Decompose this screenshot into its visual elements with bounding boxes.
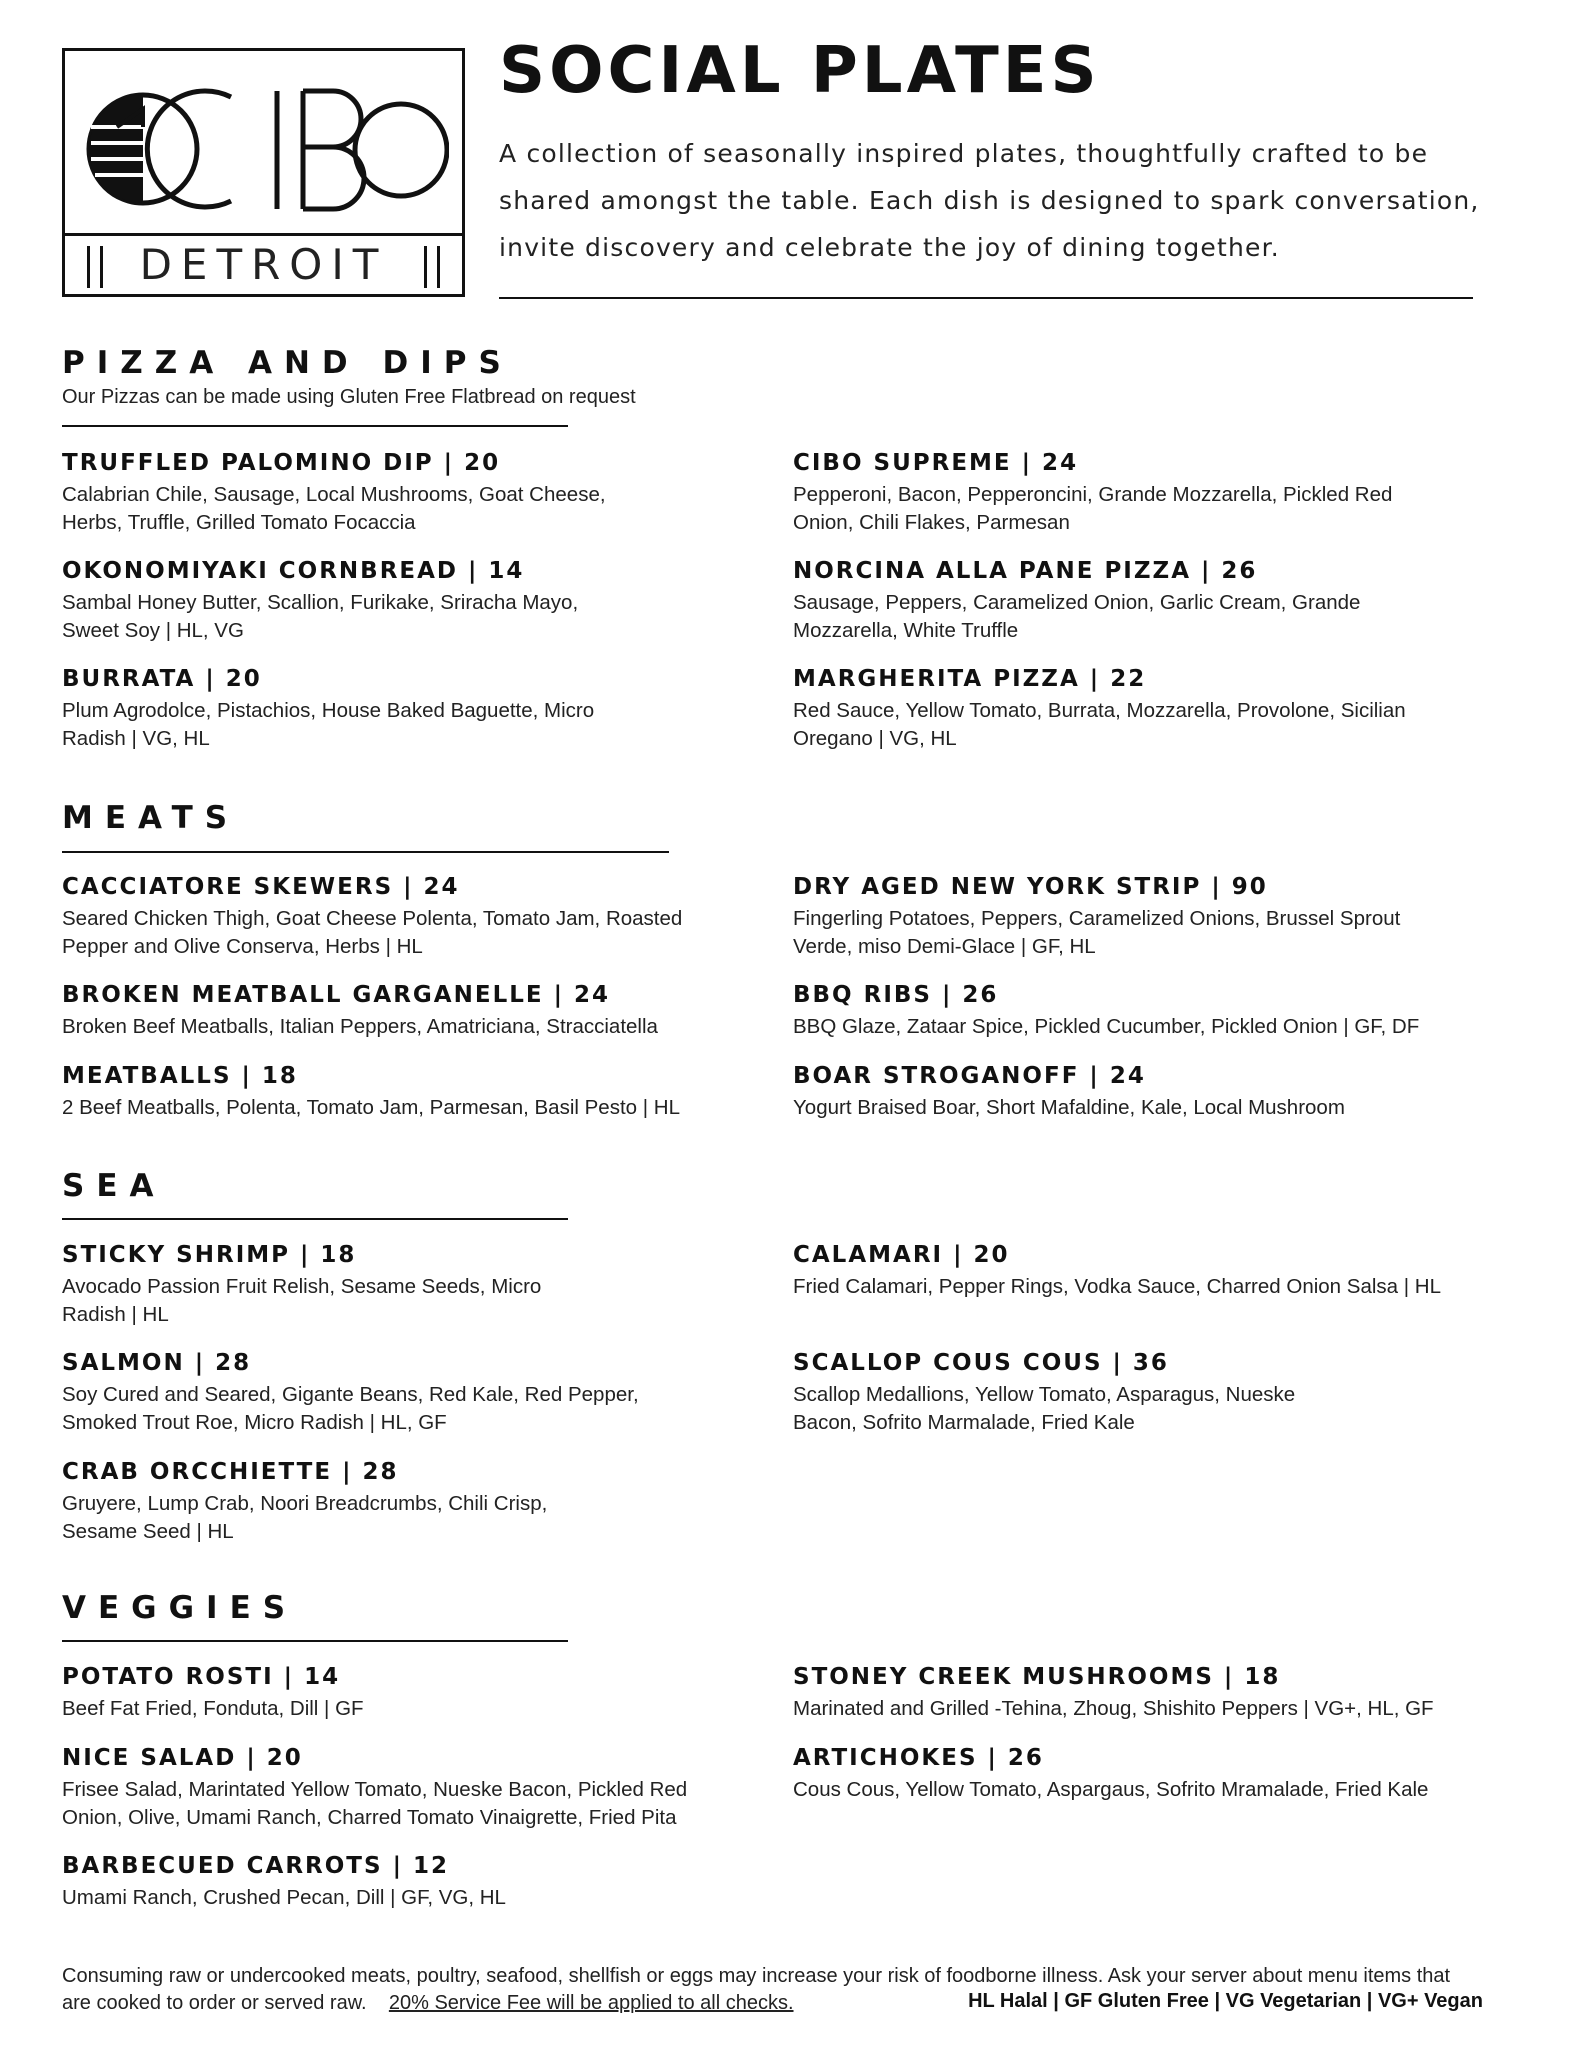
item-description: Broken Beef Meatballs, Italian Peppers, Amatriciana, Stracciatella [62,1015,658,1038]
item-description: Fingerling Potatoes, Peppers, Caramelized Onions, Brussel Sprout Verde, miso Demi-Glace | GF, HL [793,907,1401,958]
menu-item [62,1348,702,1437]
section-title-meats: MEATS [62,800,240,836]
intro-line: A collection of seasonally inspired plates, thoughtfully crafted to be [499,139,1429,168]
footer-warning: Consuming raw or undercooked meats, poultry, seafood, shellfish or eggs may increase your risk of foodborne illness. Ask your server about menu items that are cooked to order or served raw. [62,1965,1451,2014]
item-description: Avocado Passion Fruit Relish, Sesame Seeds, Micro Radish | HL [62,1275,542,1326]
section-title-sea: SEA [62,1168,166,1204]
menu-item [793,556,1483,645]
item-description: Sambal Honey Butter, Scallion, Furikake, Sriracha Mayo, Sweet Soy | HL, VG [62,591,579,642]
item-name: ARTICHOKES | 26 [793,1745,1044,1771]
menu-item [62,448,702,537]
item-name: SALMON | 28 [62,1350,252,1376]
item-name: CALAMARI | 20 [793,1242,1010,1268]
cibo-logo [62,48,465,297]
menu-item [62,980,702,1041]
menu-item [62,1743,702,1832]
item-name: STONEY CREEK MUSHROOMS | 18 [793,1664,1281,1690]
item-name: POTATO ROSTI | 14 [62,1664,341,1690]
logo-city: DETROIT [139,240,388,289]
item-description: BBQ Glaze, Zataar Spice, Pickled Cucumber, Pickled Onion | GF, DF [793,1015,1420,1038]
dietary-legend: HL Halal | GF Gluten Free | VG Vegetarian | VG+ Vegan [968,1990,1483,2012]
item-name: SCALLOP COUS COUS | 36 [793,1350,1169,1376]
item-description: Pepperoni, Bacon, Pepperoncini, Grande Mozzarella, Pickled Red Onion, Chili Flakes, Parmesan [793,483,1393,534]
section-divider [62,425,568,427]
section-title-veggies: VEGGIES [62,1590,298,1626]
item-description: Marinated and Grilled -Tehina, Zhoug, Shishito Peppers | VG+, HL, GF [793,1697,1434,1720]
section-divider [62,1640,568,1642]
menu-item [793,1662,1483,1723]
item-name: BBQ RIBS | 26 [793,982,999,1008]
item-name: MEATBALLS | 18 [62,1063,298,1089]
item-name: BROKEN MEATBALL GARGANELLE | 24 [62,982,611,1008]
intro-text [499,130,1489,271]
header-divider [499,297,1473,299]
item-description: Fried Calamari, Pepper Rings, Vodka Sauce, Charred Onion Salsa | HL [793,1275,1441,1298]
item-name: DRY AGED NEW YORK STRIP | 90 [793,874,1268,900]
menu-item [793,664,1483,753]
item-description: Plum Agrodolce, Pistachios, House Baked Baguette, Micro Radish | VG, HL [62,699,595,750]
item-description: Scallop Medallions, Yellow Tomato, Asparagus, Nueske Bacon, Sofrito Marmalade, Fried Kale [793,1383,1296,1434]
menu-item [62,556,702,645]
item-name: BURRATA | 20 [62,666,262,692]
intro-line: invite discovery and celebrate the joy of dining together. [499,233,1280,262]
item-name: CACCIATORE SKEWERS | 24 [62,874,460,900]
item-name: BARBECUED CARROTS | 12 [62,1853,449,1879]
item-name: CIBO SUPREME | 24 [793,450,1079,476]
item-description: Seared Chicken Thigh, Goat Cheese Polenta, Tomato Jam, Roasted Pepper and Olive Conserva, Herbs | HL [62,907,683,958]
menu-item [793,872,1483,961]
item-description: Soy Cured and Seared, Gigante Beans, Red Kale, Red Pepper, Smoked Trout Roe, Micro Radish | HL, GF [62,1383,639,1434]
menu-item [62,1061,702,1122]
menu-item [62,1240,702,1329]
section-divider [62,851,669,853]
item-description: Beef Fat Fried, Fonduta, Dill | GF [62,1697,364,1720]
menu-item [793,1743,1483,1804]
item-name: OKONOMIYAKI CORNBREAD | 14 [62,558,525,584]
item-description: Yogurt Braised Boar, Short Mafaldine, Kale, Local Mushroom [793,1096,1345,1119]
section-title-pizza: PIZZA AND DIPS [62,345,513,381]
menu-item [793,980,1483,1041]
cibo-logo-mark [81,69,449,229]
menu-item [793,1061,1483,1122]
item-name: BOAR STROGANOFF | 24 [793,1063,1146,1089]
item-name: NORCINA ALLA PANE PIZZA | 26 [793,558,1258,584]
intro-line: shared amongst the table. Each dish is designed to spark conversation, [499,186,1480,215]
item-name: MARGHERITA PIZZA | 22 [793,666,1147,692]
menu-item [62,1851,702,1912]
menu-item [62,872,702,961]
item-description: Frisee Salad, Marintated Yellow Tomato, Nueske Bacon, Pickled Red Onion, Olive, Umami Ranch, Charred Tomato Vinaigrette, Fried Pita [62,1778,688,1829]
menu-item [62,1662,702,1723]
item-description: 2 Beef Meatballs, Polenta, Tomato Jam, Parmesan, Basil Pesto | HL [62,1096,680,1119]
item-description: Sausage, Peppers, Caramelized Onion, Garlic Cream, Grande Mozzarella, White Truffle [793,591,1361,642]
item-name: CRAB ORCCHIETTE | 28 [62,1459,399,1485]
section-divider [62,1218,568,1220]
item-description: Cous Cous, Yellow Tomato, Aspargaus, Sofrito Mramalade, Fried Kale [793,1778,1429,1801]
item-description: Gruyere, Lump Crab, Noori Breadcrumbs, Chili Crisp, Sesame Seed | HL [62,1492,548,1543]
page-title: SOCIAL PLATES [499,34,1101,108]
item-name: TRUFFLED PALOMINO DIP | 20 [62,450,501,476]
menu-item [793,1240,1483,1301]
item-description: Calabrian Chile, Sausage, Local Mushrooms, Goat Cheese, Herbs, Truffle, Grilled Tomato Focaccia [62,483,606,534]
logo-deco-bars-right [400,246,440,288]
section-subtitle-pizza: Our Pizzas can be made using Gluten Free Flatbread on request [62,386,636,408]
item-description: Umami Ranch, Crushed Pecan, Dill | GF, VG, HL [62,1886,506,1909]
menu-item [793,448,1483,537]
service-fee-note: 20% Service Fee will be applied to all checks. [388,1992,794,2014]
item-name: STICKY SHRIMP | 18 [62,1242,357,1268]
item-description: Red Sauce, Yellow Tomato, Burrata, Mozzarella, Provolone, Sicilian Oregano | VG, HL [793,699,1406,750]
menu-item [62,664,702,753]
menu-item [793,1348,1483,1437]
item-name: NICE SALAD | 20 [62,1745,303,1771]
menu-item [62,1457,702,1546]
